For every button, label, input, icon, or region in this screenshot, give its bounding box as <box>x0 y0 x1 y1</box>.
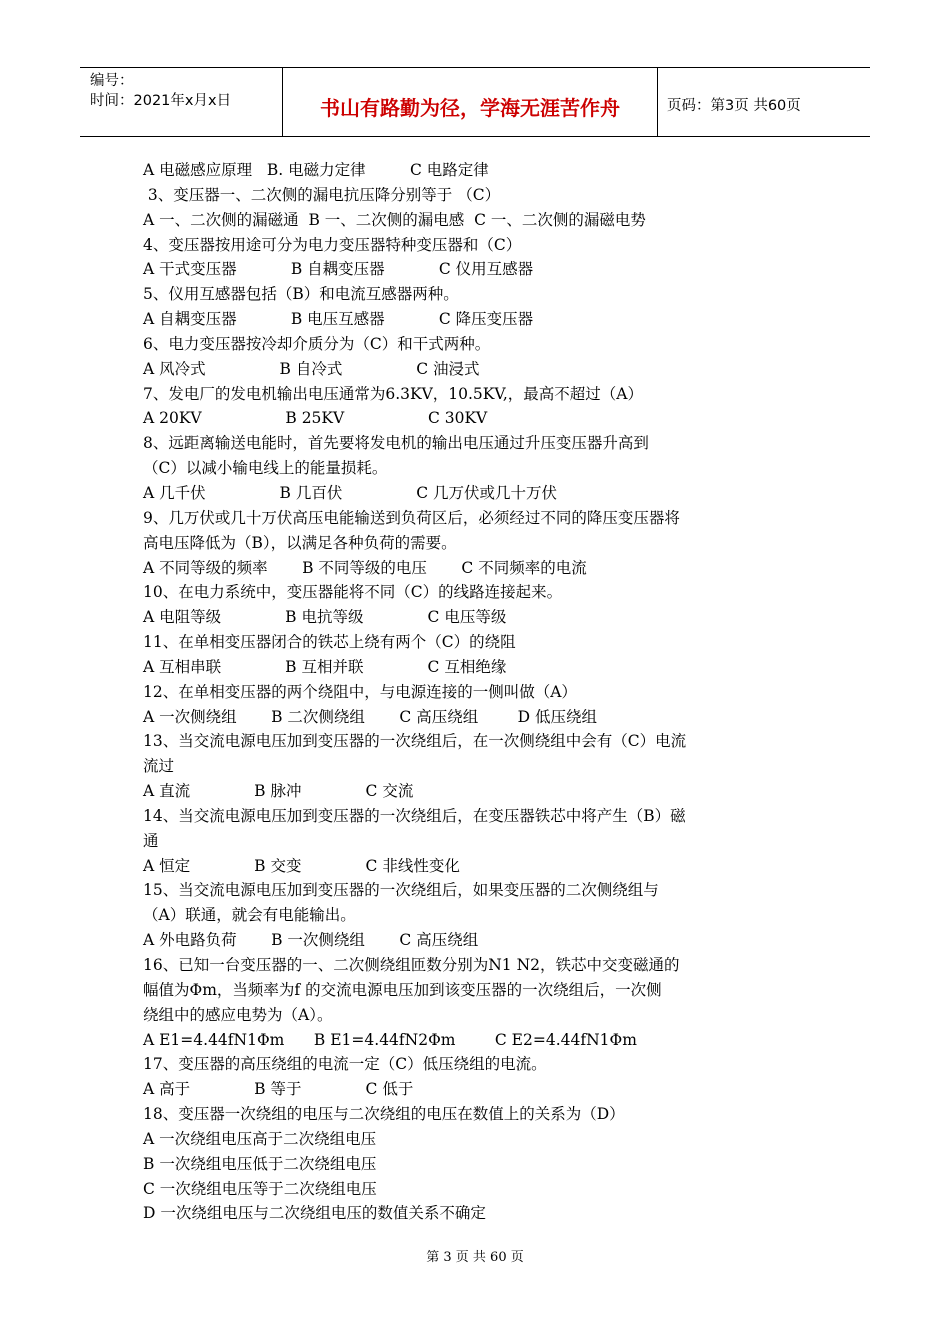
text-line: A 直流 B 脉冲 C 交流 <box>143 782 414 801</box>
text-line: B 一次绕组电压低于二次绕组电压 <box>143 1154 377 1173</box>
text-line: 绕组中的感应电势为（A）。 <box>143 1005 333 1024</box>
document-header <box>80 67 870 137</box>
text-line: C 一次绕组电压等于二次绕组电压 <box>143 1179 377 1198</box>
text-line: A 风冷式 B 自冷式 C 油浸式 <box>143 359 480 378</box>
text-line: A 电磁感应原理 B. 电磁力定律 C 电路定律 <box>143 161 489 179</box>
text-line: A 一次侧绕组 B 二次侧绕组 C 高压绕组 D 低压绕组 <box>143 707 597 726</box>
text-line: A 高于 B 等于 C 低于 <box>143 1080 414 1099</box>
text-line: A 20KV B 25KV C 30KV <box>143 409 488 428</box>
text-line: A 互相串联 B 互相并联 C 互相绝缘 <box>143 657 507 676</box>
text-line: A 一次绕组电压高于二次绕组电压 <box>143 1129 377 1148</box>
text-line: A 几千伏 B 几百伏 C 几万伏或几十万伏 <box>143 483 558 502</box>
text-line: 13、当交流电源电压加到变压器的一次绕组后，在一次侧绕组中会有（C）电流 <box>143 732 687 751</box>
text-line: 15、当交流电源电压加到变压器的一次绕组后，如果变压器的二次侧绕组与 <box>143 881 659 900</box>
text-line: 通 <box>143 831 159 850</box>
text-line: 3、变压器一、二次侧的漏电抗压降分别等于 （C） <box>143 185 501 204</box>
header-left-cell <box>80 68 282 136</box>
text-line: 4、变压器按用途可分为电力变压器特种变压器和（C） <box>143 235 522 254</box>
header-slogan-cell <box>282 68 658 136</box>
text-line: D 一次绕组电压与二次绕组电压的数值关系不确定 <box>143 1204 486 1223</box>
text-line: （A）联通，就会有电能输出。 <box>143 906 356 925</box>
text-line: （C）以减小输电线上的能量损耗。 <box>143 459 388 478</box>
text-line: 7、发电厂的发电机输出电压通常为6.3KV，10.5KV,，最高不超过（A） <box>143 384 643 403</box>
text-line: A 自耦变压器 B 电压互感器 C 降压变压器 <box>143 310 534 329</box>
text-line: 16、已知一台变压器的一、二次侧绕组匝数分别为N1 N2，铁芯中交变磁通的 <box>143 956 680 974</box>
page-info: 页码：第3页 共60页 <box>667 98 801 114</box>
text-line: 9、几万伏或几十万伏高压电能输送到负荷区后，必须经过不同的降压变压器将 <box>143 508 680 527</box>
text-line: 流过 <box>143 757 175 776</box>
page-footer: 第 3 页 共 60 页 <box>426 1250 524 1265</box>
text-line: 11、在单相变压器闭合的铁芯上绕有两个（C）的绕阻 <box>143 633 516 652</box>
text-line: A 外电路负荷 B 一次侧绕组 C 高压绕组 <box>143 931 479 950</box>
text-line: 14、当交流电源电压加到变压器的一次绕组后，在变压器铁芯中将产生（B）磁 <box>143 806 686 825</box>
header-page-cell <box>657 68 870 136</box>
document-body <box>143 158 823 1226</box>
text-line: 幅值为Φm，当频率为f 的交流电源电压加到该变压器的一次绕组后，一次侧 <box>143 980 662 999</box>
text-line: A 恒定 B 交变 C 非线性变化 <box>143 856 460 875</box>
text-line: A 不同等级的频率 B 不同等级的电压 C 不同频率的电流 <box>143 558 587 577</box>
text-line: 高电压降低为（B），以满足各种负荷的需要。 <box>143 533 457 552</box>
text-line: 17、变压器的高压绕组的电流一定（C）低压绕组的电流。 <box>143 1055 547 1074</box>
text-line: 10、在电力系统中，变压器能将不同（C）的线路连接起来。 <box>143 583 563 602</box>
text-line: A E1=4.44fN1Φm B E1=4.44fN2Φm C E2=4.44fN1Φm <box>143 1030 637 1049</box>
text-line: 12、在单相变压器的两个绕阻中，与电源连接的一侧叫做（A） <box>143 682 577 701</box>
text-line: 8、远距离输送电能时，首先要将发电机的输出电压通过升压变压器升高到 <box>143 434 649 453</box>
text-line: A 干式变压器 B 自耦变压器 C 仪用互感器 <box>143 260 534 279</box>
text-line: A 电阻等级 B 电抗等级 C 电压等级 <box>143 608 507 627</box>
text-line: A 一、二次侧的漏磁通 B 一、二次侧的漏电感 C 一、二次侧的漏磁电势 <box>143 210 646 229</box>
text-line: 18、变压器一次绕组的电压与二次绕组的电压在数值上的关系为（D） <box>143 1105 625 1124</box>
text-line: 5、仪用互感器包括（B）和电流互感器两种。 <box>143 285 459 304</box>
slogan-text: 书山有路勤为径，学海无涯苦作舟 <box>320 96 620 120</box>
document-date-label: 时间：2021年x月x日 <box>90 93 232 109</box>
document-number-label: 编号： <box>90 73 134 89</box>
text-line: 6、电力变压器按冷却介质分为（C）和干式两种。 <box>143 334 491 353</box>
